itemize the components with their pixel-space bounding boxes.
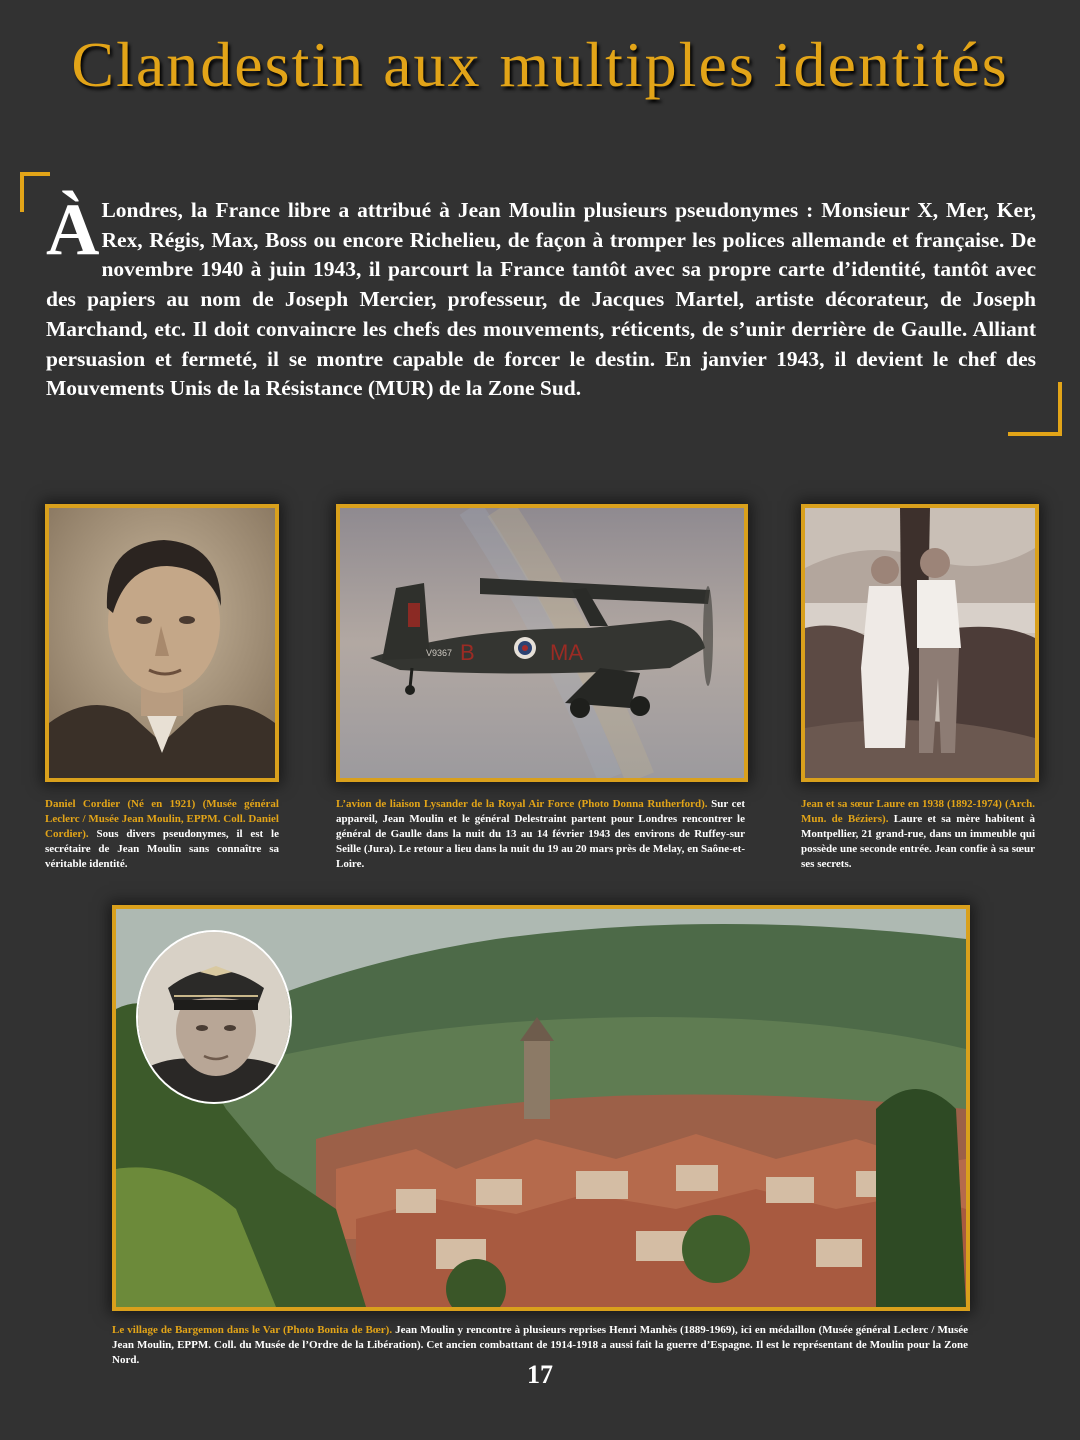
page-number: 17 bbox=[527, 1360, 553, 1389]
plane-serial: V9367 bbox=[426, 648, 453, 658]
photo-jean-and-laure bbox=[801, 504, 1039, 782]
photo-daniel-cordier bbox=[45, 504, 279, 782]
caption-lysander bbox=[336, 797, 745, 872]
plane-letter-b: B bbox=[460, 640, 475, 665]
caption-credit: L’avion de liaison Lysander de la Royal Air Force (Photo Donna Rutherford). bbox=[336, 798, 708, 810]
intro-text: Londres, la France libre a attribué à Jean Moulin plusieurs pseudonymes : Monsieur X, Mer, Ker, Rex, Régis, Max, Boss ou encore Richelieu, de façon à tromper les polices allemande et française. De novembre 1940 à juin 1943, il parcourt la France tantôt avec sa propre carte d’identité, tantôt avec des papiers au nom de Joseph Mercier, professeur, de Jacques Martel, artiste décorateur, de Joseph Marchand, etc. Il doit convaincre les chefs des mouvements, réticents, de s’unir derrière de Gaulle. Alliant persuasion et fermeté, il se montre capable de forcer le destin. En janvier 1943, il devient le chef des Mouvements Unis de la Résistance (MUR) de la Zone Sud. bbox=[46, 198, 1036, 401]
photo-lysander-aircraft bbox=[336, 504, 748, 782]
caption-daniel-cordier bbox=[45, 797, 279, 872]
aircraft-image bbox=[340, 508, 744, 778]
intro-paragraph bbox=[46, 189, 1036, 404]
caption-text: Laure et sa mère habitent à Montpellier, 21 grand-rue, dans un immeuble qui possède une seconde entrée. Jean confie à sa sœur ses secrets. bbox=[801, 813, 1035, 870]
portrait-image bbox=[49, 508, 275, 778]
drop-cap: À bbox=[46, 189, 100, 271]
caption-credit: Le village de Bargemon dans le Var (Photo Bonita de Bœr). bbox=[112, 1324, 393, 1336]
caption-text: Jean Moulin y rencontre à plusieurs reprises Henri Manhès (1889-1969), ici en médaillon (Musée général Leclerc / Musée Jean Moulin, EPPM. Coll. du Musée de l’Ordre de la Libération). Cet ancien combattant de 1914-1918 a aussi fait la guerre d’Espagne. Il est le représentant de Moulin pour la Zone Nord. bbox=[112, 1324, 968, 1366]
caption-credit: Jean et sa sœur Laure en 1938 (1892-1974) (Arch. Mun. de Béziers). bbox=[801, 798, 1035, 825]
caption-jean-and-laure bbox=[801, 797, 1035, 872]
siblings-image bbox=[805, 508, 1035, 778]
medallion-portrait-image bbox=[138, 932, 290, 1102]
page-title: Clandestin aux multiples identités bbox=[71, 29, 1009, 100]
medallion-henri-manhes bbox=[136, 930, 292, 1104]
caption-text: Sous divers pseudonymes, il est le secrétaire de Jean Moulin sans connaître sa véritable identité. bbox=[45, 828, 279, 870]
caption-credit: Daniel Cordier (Né en 1921) (Musée général Leclerc / Musée Jean Moulin, EPPM. Coll. Daniel Cordier). bbox=[45, 798, 279, 840]
plane-letters-ma: MA bbox=[550, 640, 583, 665]
caption-text: Sur cet appareil, Jean Moulin et le général Delestraint partent pour Londres rencontrer le général de Gaulle dans la nuit du 13 au 14 février 1943 des environs de Ruffey-sur Seille (Jura). Le retour a lieu dans la nuit du 19 au 20 mars près de Melay, en Saône-et-Loire. bbox=[336, 798, 745, 870]
